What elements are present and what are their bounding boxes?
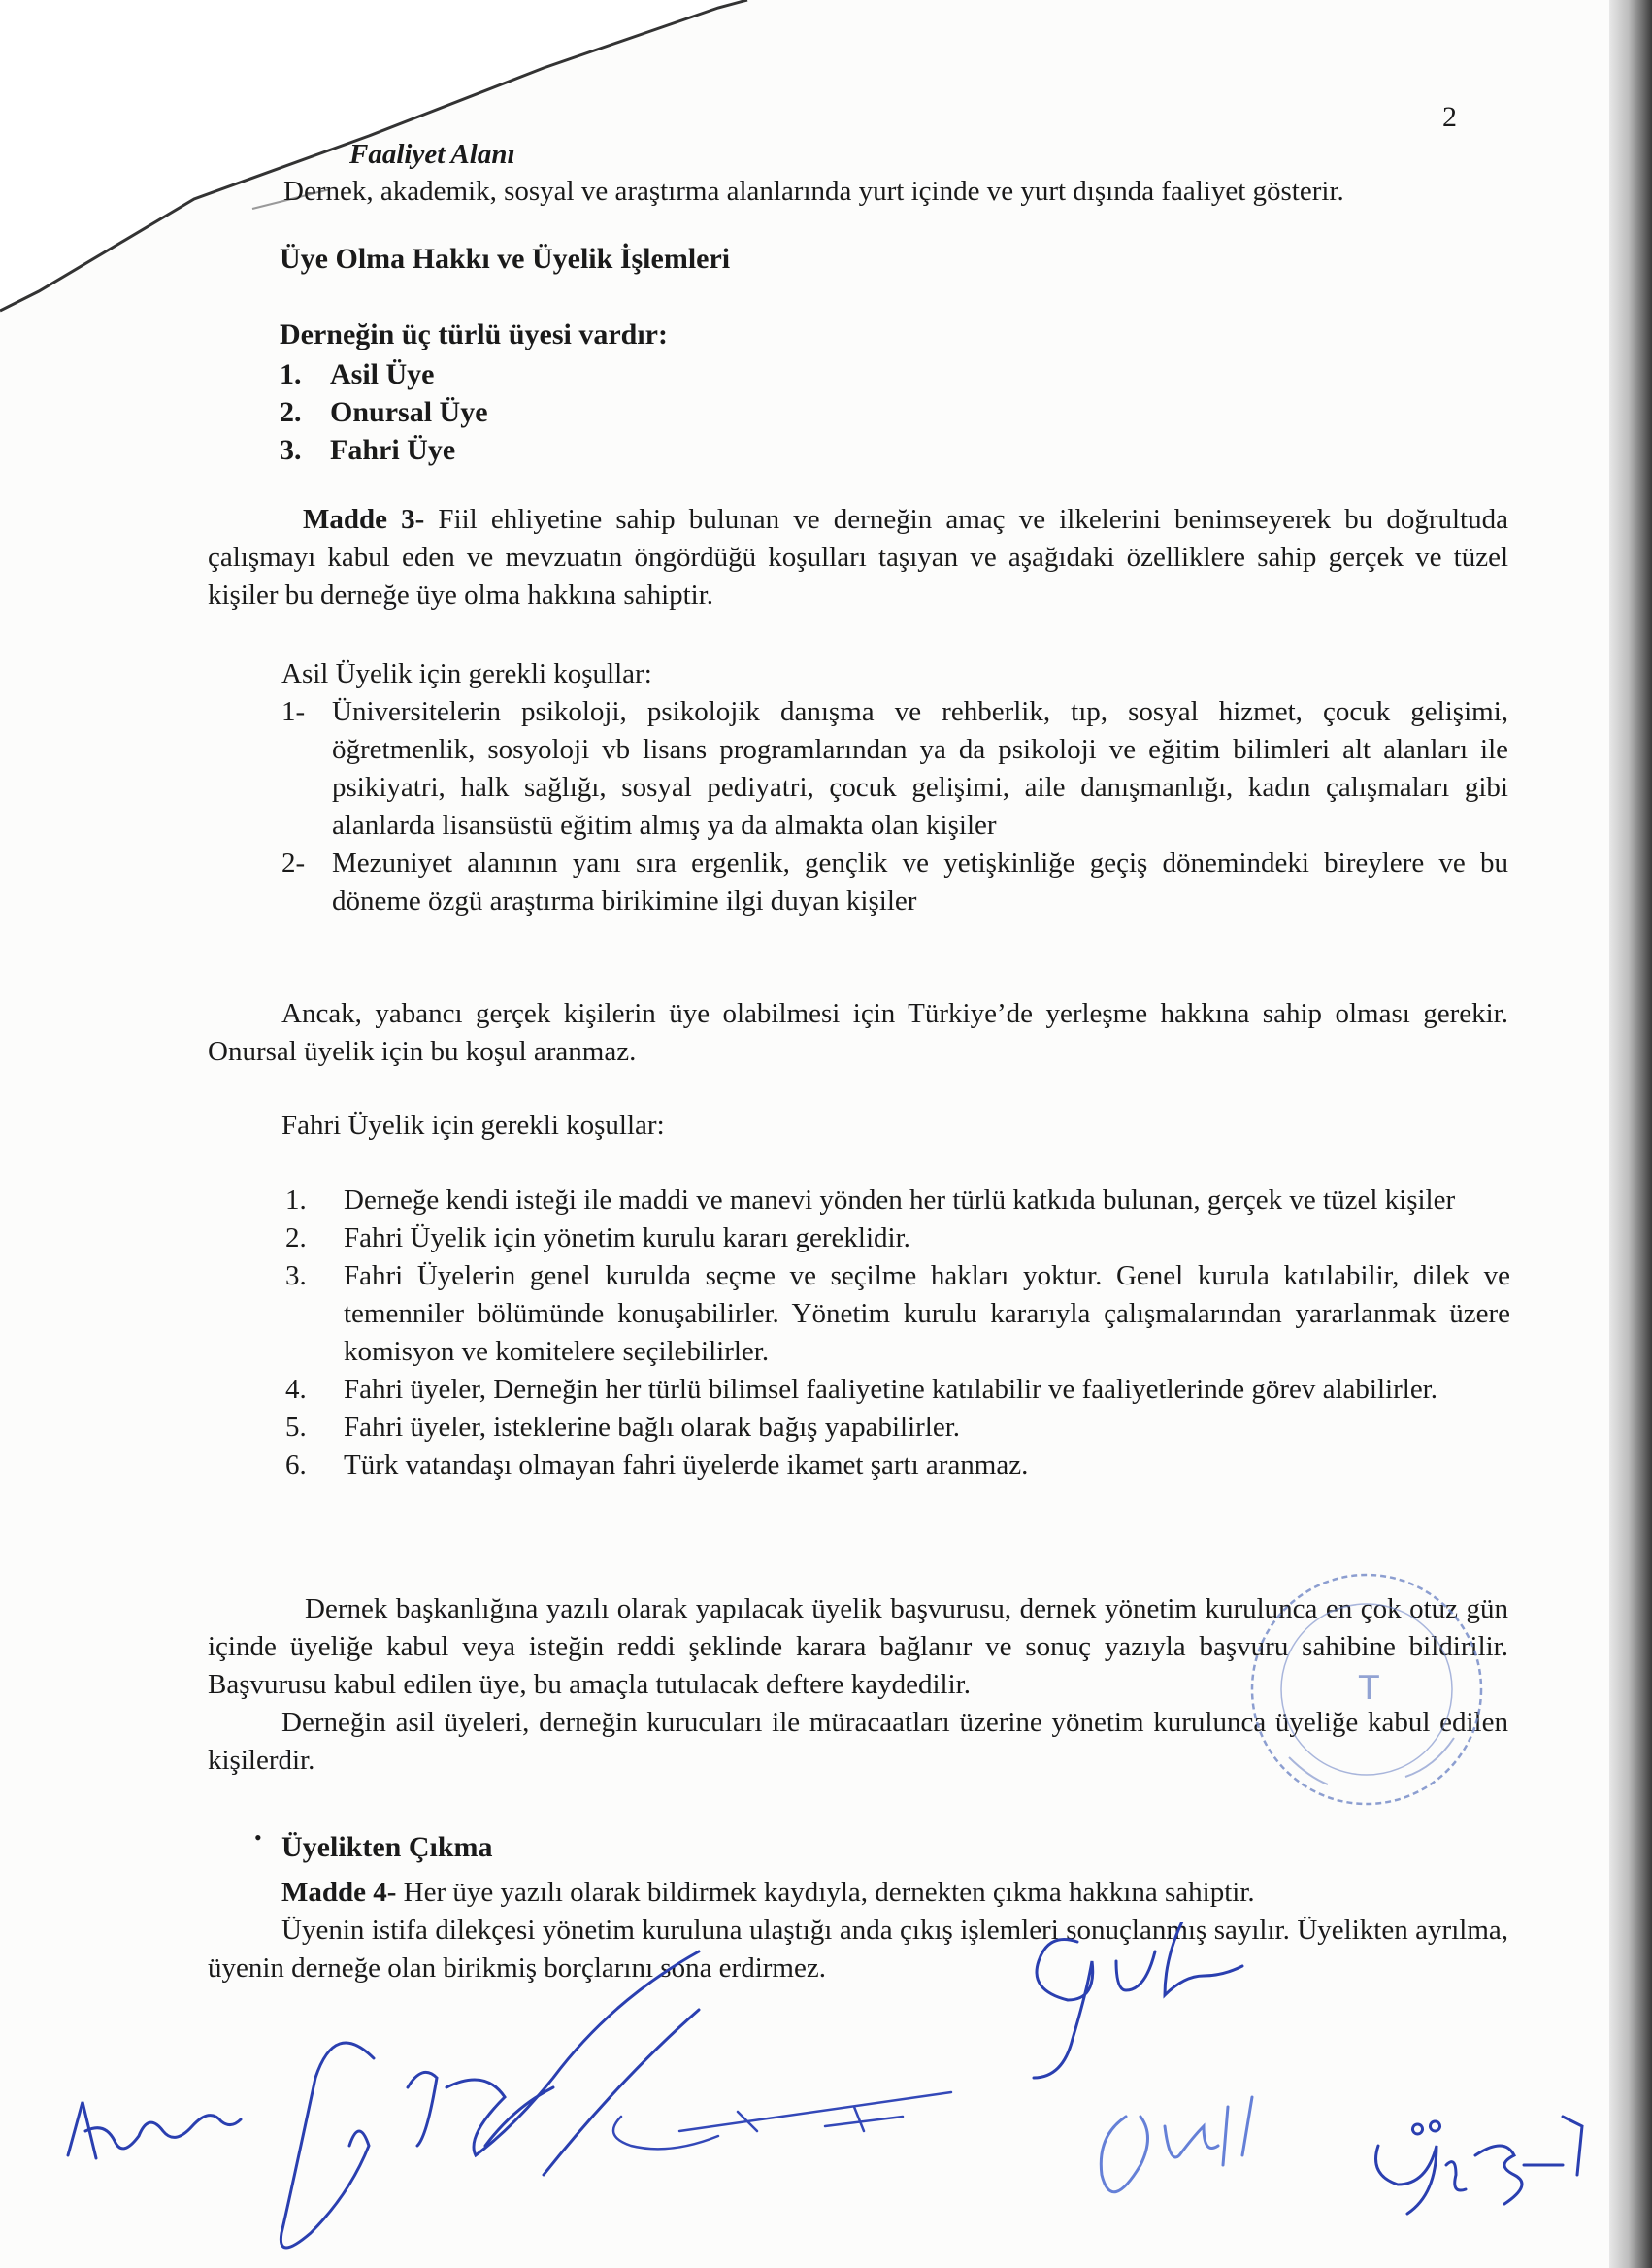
asil-uye-paragraph: Derneğin asil üyeleri, derneğin kurucuları ile müracaatları üzerine yönetim kurulunca üyeliğe kabul edilen kişilerdir. <box>208 1707 1508 1776</box>
madde-4-text: Her üye yazılı olarak bildirmek kaydıyla, dernekten çıkma hakkına sahiptir. <box>396 1877 1255 1908</box>
list-item-text: Fahri Üyelik için yönetim kurulu kararı gereklidir. <box>344 1222 910 1253</box>
list-item <box>285 1371 1510 1409</box>
signature <box>1376 2117 1583 2214</box>
association-stamp <box>1231 1553 1522 1845</box>
list-item-text: Mezuniyet alanının yanı sıra ergenlik, gençlik ve yetişkinliğe geçiş dönemindeki bireylere ve bu döneme özgü araştırma birikimine ilgi duyan kişiler <box>332 848 1508 917</box>
list-item-number: 1. <box>285 1184 307 1216</box>
list-item-number: 3. <box>280 434 302 466</box>
list-item <box>280 393 488 431</box>
list-item <box>285 1257 1510 1371</box>
bullet-mark: • <box>254 1825 262 1850</box>
list-item-text: Fahri üyeler, isteklerine bağlı olarak bağış yapabilirler. <box>344 1412 961 1443</box>
page-number: 2 <box>1442 101 1457 133</box>
list-item <box>280 431 488 469</box>
list-item-label: Fahri Üye <box>330 434 456 466</box>
list-item <box>285 1219 1510 1257</box>
madde-4-paragraph <box>281 1874 1508 1912</box>
list-item-number: 6. <box>285 1450 307 1481</box>
list-item-text: Üniversitelerin psikoloji, psikolojik danışma ve rehberlik, tıp, sosyal hizmet, çocuk gelişimi, öğretmenlik, sosyoloji vb lisans programlarından ya da psikoloji ve eğitim bilimleri alt alanları ile psikiyatri, halk sağlığı, sosyal pediyatri, çocuk gelişimi, aile danışmanlığı, kadın çalışmaları gibi alanlarda lisansüstü eğitim almış ya da almakta olan kişiler <box>332 696 1508 841</box>
madde-3-text: Fiil ehliyetine sahip bulunan ve derneğin amaç ve ilkelerini benimseyerek bu doğrultuda çalışmayı kabul eden ve mevzuatın öngördüğü koşulları taşıyan ve aşağıdaki özelliklere sahip gerçek ve tüzel kişiler bu derneğe üye olma hakkına sahiptir. <box>208 504 1508 611</box>
istifa-paragraph: Üyenin istifa dilekçesi yönetim kuruluna ulaştığı anda çıkış işlemleri sonuçlanmış sayılır. Üyelikten ayrılma, üyenin derneğe olan birikmiş borçlarını sona erdirmez. <box>208 1915 1508 1984</box>
list-item-number: 2. <box>285 1222 307 1253</box>
faaliyet-body: Dernek, akademik, sosyal ve araştırma alanlarında yurt içinde ve yurt dışında faaliyet gösterir. <box>283 176 1344 207</box>
signature <box>1034 1922 1242 2078</box>
list-item-text: Türk vatandaşı olmayan fahri üyelerde ikamet şartı aranmaz. <box>344 1450 1029 1481</box>
ancak-paragraph: Ancak, yabancı gerçek kişilerin üye olabilmesi için Türkiye’de yerleşme hakkına sahip olması gerekir. Onursal üyelik için bu koşul aranmaz. <box>208 998 1508 1067</box>
fahri-uyelik-list <box>285 1182 1510 1484</box>
list-item-number: 3. <box>285 1260 307 1291</box>
svg-text:T: T <box>1359 1669 1379 1708</box>
member-types-list <box>280 355 488 469</box>
basvuru-paragraph: Dernek başkanlığına yazılı olarak yapılacak üyelik başvurusu, dernek yönetim kurulunca en çok otuz gün içinde üyeliğe kabul veya isteğin reddi şeklinde karara bağlanır ve sonuç yazıyla başvuru sahibine bildirilir. Başvurusu kabul edilen üye, bu amaçla tutulacak deftere kaydedilir. <box>208 1593 1508 1700</box>
list-item-text: Fahri üyeler, Derneğin her türlü bilimsel faaliyetine katılabilir ve faaliyetlerinde görev alabilirler. <box>344 1374 1437 1405</box>
list-item-number: 2- <box>281 848 306 879</box>
list-item <box>285 1447 1510 1484</box>
signature <box>1101 2097 1252 2192</box>
fahri-uyelik-heading: Fahri Üyelik için gerekli koşullar: <box>281 1110 665 1141</box>
list-item-number: 1- <box>281 696 306 727</box>
signature <box>281 1951 699 2248</box>
section-title-faaliyet: Faaliyet Alanı <box>349 139 515 170</box>
list-item-number: 4. <box>285 1374 307 1405</box>
section-title-cikma: Üyelikten Çıkma <box>281 1831 493 1863</box>
signature <box>68 2102 241 2158</box>
list-item-label: Asil Üye <box>330 358 435 390</box>
list-item <box>285 1182 1510 1219</box>
list-item <box>285 1409 1510 1447</box>
list-item-text: Derneğe kendi isteği ile maddi ve manevi yönden her türlü katkıda bulunan, gerçek ve tüzel kişiler <box>344 1184 1456 1216</box>
list-item-number: 5. <box>285 1412 307 1443</box>
list-item <box>281 845 1508 920</box>
list-item <box>281 693 1508 845</box>
list-item-number: 2. <box>280 396 302 428</box>
madde-3-label: Madde 3- <box>303 504 425 535</box>
asil-uyelik-list <box>281 693 1508 920</box>
list-item-text: Fahri Üyelerin genel kurulda seçme ve seçilme hakları yoktur. Genel kurula katılabilir, dilek ve temenniler bölümünde konuşabilirler. Yönetim kurulu kararıyla çalışmalarından yararlanmak üzere komisyon ve komitelere seçilebilirler. <box>344 1260 1510 1367</box>
member-types-heading: Derneğin üç türlü üyesi vardır: <box>280 318 668 350</box>
section-title-uyelik: Üye Olma Hakkı ve Üyelik İşlemleri <box>280 243 731 275</box>
list-item-label: Onursal Üye <box>330 396 488 428</box>
signatures-area <box>0 1922 1652 2268</box>
madde-4-label: Madde 4- <box>281 1877 397 1908</box>
signature <box>613 2092 951 2149</box>
list-item <box>280 355 488 393</box>
list-item-number: 1. <box>280 358 302 390</box>
asil-uyelik-heading: Asil Üyelik için gerekli koşullar: <box>281 658 652 689</box>
madde-3-paragraph <box>208 501 1508 615</box>
